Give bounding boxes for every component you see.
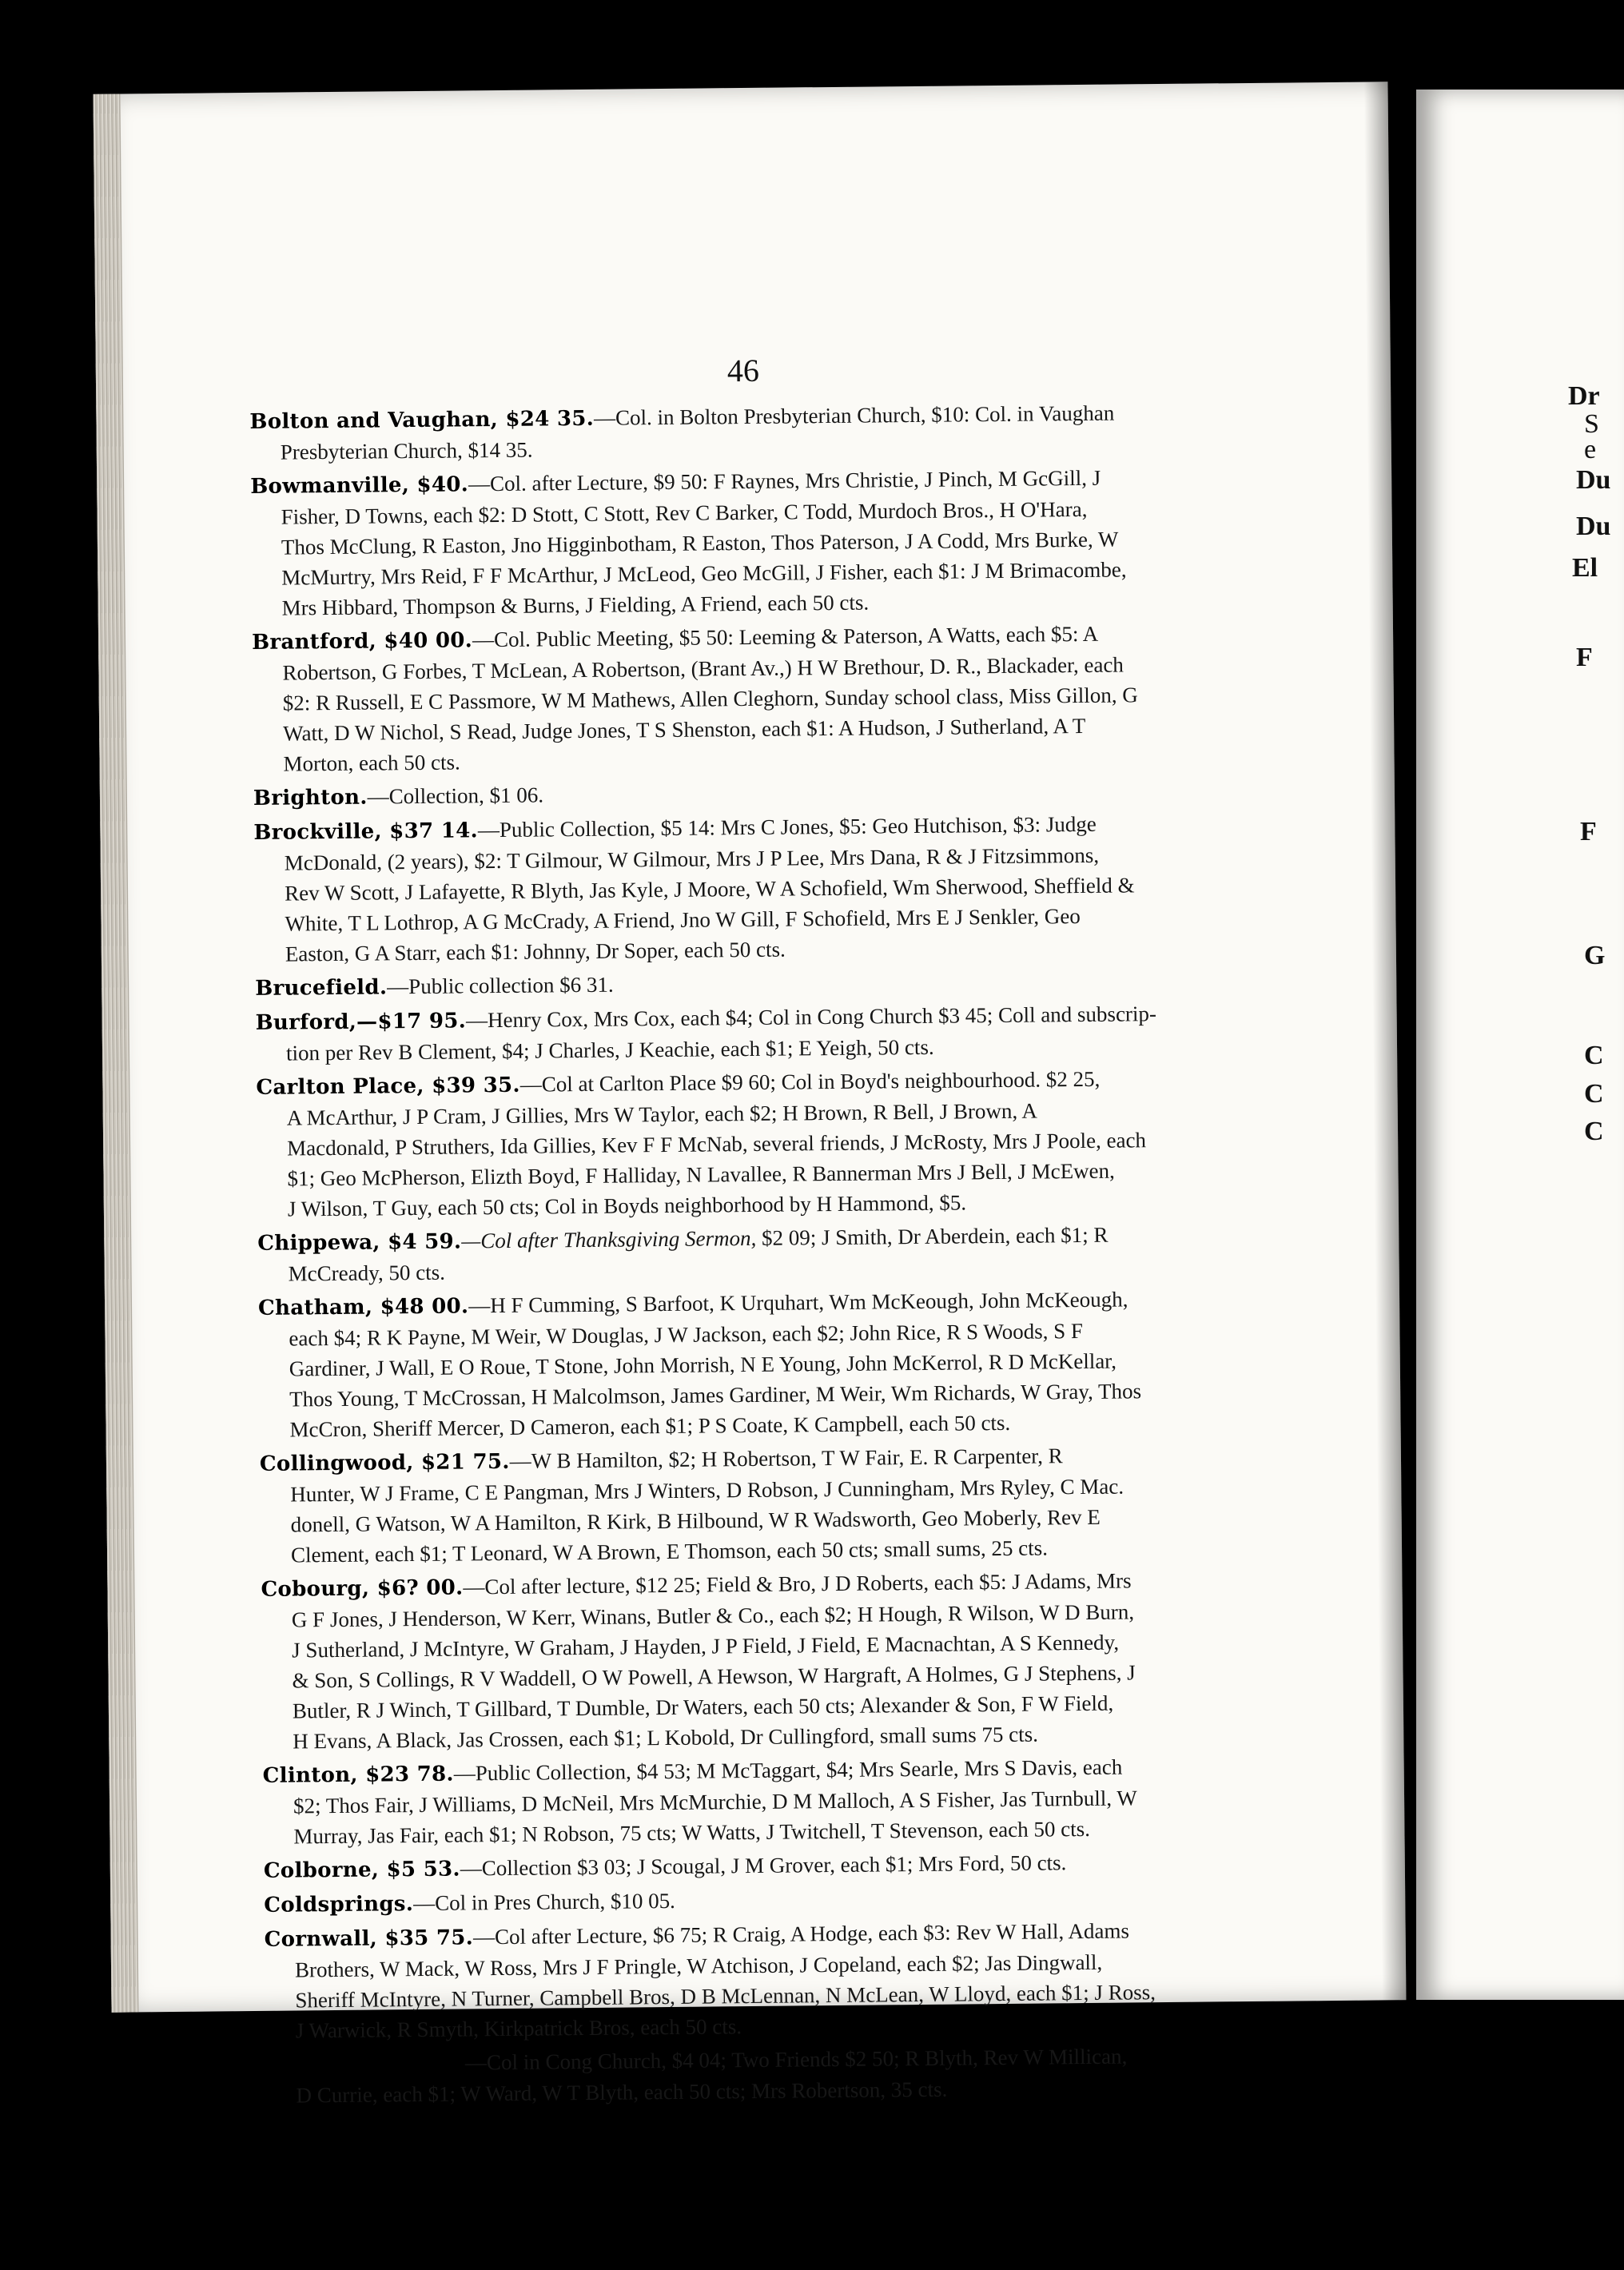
entry-continuation-line: Murray, Jas Fair, each $1; N Robson, 75 cts; W Watts, J Twitchell, T Stevenson, each 50 cts.: [293, 1816, 1091, 1849]
entry-text: —Col. Public Meeting, $5 50: Leeming & Paterson, A Watts, each $5: A: [472, 621, 1099, 652]
right-fragment-text: F: [1576, 643, 1593, 672]
right-fragment-text: El: [1572, 553, 1598, 583]
right-fragment-text: S: [1584, 409, 1599, 439]
donation-list: [249, 396, 1296, 2114]
entry-heading: Brucefield.: [255, 975, 388, 1001]
entry-continuation-line: J Warwick, R Smyth, Kirkpatrick Bros, each 50 cts.: [295, 2014, 742, 2043]
page-number: 46: [726, 352, 760, 389]
right-page-fragment: [1416, 90, 1624, 2000]
entry-continuation-line: & Son, S Collings, R V Waddell, O W Powell, A Hewson, W Hargraft, A Holmes, G J Stephens, J: [292, 1660, 1136, 1693]
entry-text: —H F Cumming, S Barfoot, K Urquhart, Wm McKeough, John McKeough,: [468, 1287, 1128, 1318]
entry-text: —Col. after Lecture, $9 50: F Raynes, Mrs Christie, J Pinch, M GcGill, J: [468, 465, 1101, 496]
entry-italic-text: —Col after Thanksgiving Sermon,: [461, 1225, 757, 1253]
entry-text: —Public Collection, $5 14: Mrs C Jones, $5: Geo Hutchison, $3: Judge: [477, 811, 1097, 842]
entry-continuation-line: Thos Young, T McCrossan, H Malcolmson, James Gardiner, M Weir, Wm Richards, W Gray, Thos: [289, 1379, 1142, 1412]
entry-heading: Chippewa, $4 59.: [257, 1229, 462, 1256]
entry-continuation-line: D Currie, each $1; W Ward, W T Blyth, each 50 cts; Mrs Robertson, 35 cts.: [296, 2077, 948, 2108]
entry-text: —Col in Pres Church, $10 05.: [412, 1888, 676, 1916]
entry-continuation-line: A McArthur, J P Cram, J Gillies, Mrs W Taylor, each $2; H Brown, R Bell, J Brown, A: [286, 1098, 1038, 1130]
entry-continuation-line: McCready, 50 cts.: [288, 1260, 446, 1286]
donation-entry: [256, 1062, 1288, 1225]
entry-text: $2 09; J Smith, Dr Aberdein, each $1; R: [756, 1222, 1109, 1250]
entry-text: —Public collection $6 31.: [387, 972, 614, 999]
entry-continuation-line: J Wilson, T Guy, each 50 cts; Col in Boyds neighborhood by H Hammond, $5.: [287, 1190, 967, 1221]
right-fragment-text: Du: [1576, 465, 1611, 495]
entry-text: —Collection, $1 06.: [367, 783, 544, 809]
entry-heading: Brighton.: [253, 785, 368, 810]
entry-continuation-line: Thos McClung, R Easton, Jno Higginbotham, R Easton, Thos Paterson, J A Codd, Mrs Burke, W: [281, 527, 1119, 560]
donation-entry: [255, 998, 1287, 1069]
entry-text: —Col after lecture, $12 25; Field & Bro, J D Roberts, each $5: J Adams, Mrs: [463, 1568, 1132, 1599]
entry-continuation-line: Easton, G A Starr, each $1: Johnny, Dr Soper, each 50 cts.: [285, 937, 786, 966]
entry-continuation-line: McDonald, (2 years), $2: T Gilmour, W Gilmour, Mrs J P Lee, Mrs Dana, R & J Fitzsimmons,: [284, 842, 1100, 875]
entry-continuation-line: Butler, R J Winch, T Gillbard, T Dumble, Dr Waters, each 50 cts; Alexander & Son, F W Field,: [292, 1691, 1114, 1723]
entry-text: —Col at Carlton Place $9 60; Col in Boyd's neighbourhood. $2 25,: [519, 1066, 1101, 1097]
donation-entry: [263, 1750, 1295, 1852]
donation-entry: [249, 396, 1281, 468]
entry-continuation-line: donell, G Watson, W A Hamilton, R Kirk, B Hilbound, W R Wadsworth, Geo Moberly, Rev E: [290, 1504, 1101, 1537]
entry-continuation-line: Sheriff McIntyre, N Turner, Campbell Bros, D B McLennan, N McLean, W Lloyd, each $1; J Ross,: [295, 1980, 1156, 2013]
entry-heading: Chatham, $48 00.: [257, 1294, 469, 1320]
donation-entry: [264, 1880, 1295, 1921]
entry-continuation-line: Brothers, W Mack, W Ross, Mrs J F Pringle, W Atchison, J Copeland, each $2; Jas Dingwall,: [294, 1949, 1103, 1982]
entry-heading: Bolton and Vaughan, $24 35.: [249, 406, 595, 434]
entry-heading: Carlton Place, $39 35.: [256, 1073, 520, 1100]
entry-heading: Brantford, $40 00.: [251, 628, 473, 655]
entry-heading: Douglas, $10 89.: [265, 2051, 466, 2077]
entry-continuation-line: Rev W Scott, J Lafayette, R Blyth, Jas Kyle, J Moore, W A Schofield, Wm Sherwood, Sheffield &: [284, 873, 1135, 906]
entry-text: —Collection $3 03; J Scougal, J M Grover, each $1; Mrs Ford, 50 cts.: [460, 1850, 1067, 1881]
entry-text: —Col. in Bolton Presbyterian Church, $10: Col. in Vaughan: [593, 400, 1115, 430]
donation-entry: [252, 617, 1284, 779]
donation-entry: [258, 1283, 1291, 1445]
donation-entry: [253, 807, 1286, 970]
donation-entry: [260, 1439, 1292, 1571]
donation-entry: [265, 1914, 1296, 2045]
donation-entry: [264, 1846, 1295, 1886]
entry-heading: Collingwood, $21 75.: [259, 1449, 510, 1476]
donation-entry: [255, 963, 1286, 1004]
entry-continuation-line: McMurtry, Mrs Reid, F F McArthur, J McLeod, Geo McGill, J Fisher, each $1: J M Brimacombe,: [281, 557, 1127, 590]
donation-entry: [253, 773, 1284, 814]
entry-continuation-line: Macdonald, P Struthers, Ida Gillies, Kev F F McNab, several friends, J McRosty, Mrs J Poole, each: [287, 1128, 1147, 1161]
entry-heading: Colborne, $5 53.: [263, 1857, 460, 1883]
entry-continuation-line: Robertson, G Forbes, T McLean, A Robertson, (Brant Av.,) H W Brethour, D. R., Blackader, each: [282, 652, 1124, 685]
entry-continuation-line: tion per Rev B Clement, $4; J Charles, J Keachie, each $1; E Yeigh, 50 cts.: [285, 1034, 934, 1065]
right-fragment-text: F: [1580, 817, 1597, 846]
entry-continuation-line: J Sutherland, J McIntyre, W Graham, J Hayden, J P Field, J Field, E Macnachtan, A S Kennedy,: [292, 1630, 1120, 1663]
entry-text: —W B Hamilton, $2; H Robertson, T W Fair, E. R Carpenter, R: [509, 1444, 1063, 1473]
entry-continuation-line: McCron, Sheriff Mercer, D Cameron, each $1; P S Coate, K Campbell, each 50 cts.: [289, 1410, 1011, 1442]
right-fragment-text: C: [1584, 1117, 1604, 1146]
entry-continuation-line: H Evans, A Black, Jas Crossen, each $1; L Kobold, Dr Cullingford, small sums 75 cts.: [293, 1722, 1039, 1754]
entry-text: —Col after Lecture, $6 75; R Craig, A Hodge, each $3: Rev W Hall, Adams: [472, 1918, 1130, 1949]
entry-continuation-line: G F Jones, J Henderson, W Kerr, Winans, Butler & Co., each $2; H Hough, R Wilson, W D Burn,: [291, 1599, 1135, 1632]
entry-heading: Bowmanville, $40.: [250, 472, 469, 499]
entry-heading: Cornwall, $35 75.: [264, 1926, 474, 1952]
entry-continuation-line: Morton, each 50 cts.: [283, 750, 460, 776]
entry-continuation-line: Clement, each $1; T Leonard, W A Brown, E Thomson, each 50 cts; small sums, 25 cts.: [290, 1535, 1049, 1567]
entry-continuation-line: White, T L Lothrop, A G McCrady, A Friend, Jno W Gill, F Schofield, Mrs E J Senkler, Geo: [285, 904, 1081, 936]
donation-entry: [250, 461, 1283, 623]
left-page: [94, 82, 1407, 2108]
entry-continuation-line: each $4; R K Payne, M Weir, W Douglas, J W Jackson, each $2; John Rice, R S Woods, S F: [289, 1319, 1084, 1351]
donation-entry: [257, 1218, 1289, 1289]
entry-text: —Col in Cong Church, $4 04; Two Friends $2 50; R Blyth, Rev W Millican,: [464, 2044, 1128, 2075]
entry-continuation-line: Hunter, W J Frame, C E Pangman, Mrs J Winters, D Robson, J Cunningham, Mrs Ryley, C Mac.: [290, 1474, 1124, 1507]
right-fragment-text: Du: [1576, 512, 1611, 541]
entry-continuation-line: Mrs Hibbard, Thompson & Burns, J Fielding, A Friend, each 50 cts.: [281, 590, 870, 620]
right-fragment-text: e: [1584, 435, 1597, 464]
entry-continuation-line: Fisher, D Towns, each $2: D Stott, C Stott, Rev C Barker, C Todd, Murdoch Bros., H O'Hara,: [281, 496, 1088, 529]
donation-entry: [265, 2039, 1297, 2110]
entry-continuation-line: $2: R Russell, E C Passmore, W M Mathews, Allen Cleghorn, Sunday school class, Miss Gillon, G: [282, 683, 1138, 715]
entry-heading: Brockville, $37 14.: [253, 818, 479, 845]
entry-continuation-line: Watt, D W Nichol, S Read, Judge Jones, T S Shenston, each $1: A Hudson, J Sutherland, A T: [283, 713, 1086, 746]
entry-heading: Clinton, $23 78.: [262, 1762, 454, 1788]
entry-text: —Henry Cox, Mrs Cox, each $4; Col in Cong Church $3 45; Coll and subscrip-: [465, 1002, 1157, 1033]
entry-continuation-line: Presbyterian Church, $14 35.: [280, 437, 533, 464]
entry-heading: Coldsprings.: [264, 1892, 414, 1918]
right-fragment-text: C: [1584, 1079, 1604, 1109]
entry-text: —Public Collection, $4 53; M McTaggart, $4; Mrs Searle, Mrs S Davis, each: [453, 1754, 1123, 1786]
entry-continuation-line: $2; Thos Fair, J Williams, D McNeil, Mrs McMurchie, D M Malloch, A S Fisher, Jas Turnbull, W: [293, 1786, 1137, 1818]
entry-continuation-line: $1; Geo McPherson, Elizth Boyd, F Halliday, N Lavallee, R Bannerman Mrs J Bell, J McEwen,: [287, 1158, 1115, 1191]
entry-heading: Cobourg, $6? 00.: [261, 1575, 464, 1602]
donation-entry: [261, 1564, 1293, 1757]
right-fragment-text: G: [1584, 941, 1606, 970]
entry-heading: Burford,—$17 95.: [255, 1009, 467, 1035]
right-fragment-text: Dr: [1568, 381, 1600, 411]
right-fragment-text: C: [1584, 1041, 1604, 1070]
entry-continuation-line: Gardiner, J Wall, E O Roue, T Stone, John Morrish, N E Young, John McKerrol, R D McKellar,: [289, 1348, 1117, 1381]
